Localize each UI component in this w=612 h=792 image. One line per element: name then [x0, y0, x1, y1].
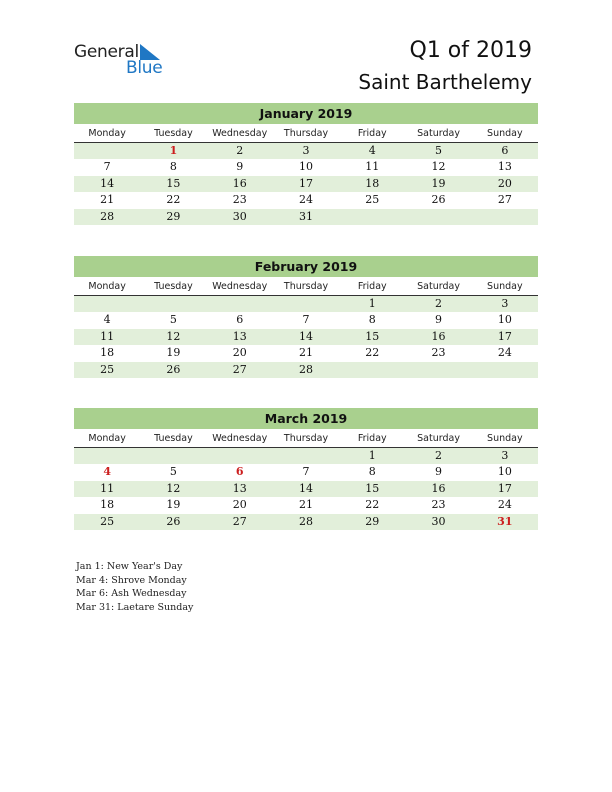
- day-cell: 5: [169, 465, 177, 479]
- day-cell: 23: [232, 193, 247, 207]
- day-cell: 19: [166, 346, 181, 360]
- day-cell: 29: [166, 209, 181, 223]
- day-cell: [207, 448, 273, 464]
- day-cell: 20: [232, 498, 247, 512]
- month-weeks: [74, 296, 538, 378]
- day-cell: 1: [368, 449, 376, 462]
- day-cell: 2: [236, 144, 244, 157]
- day-cell: 4: [368, 144, 376, 157]
- day-cell: 6: [236, 313, 244, 327]
- page-title: Q1 of 2019: [409, 38, 532, 63]
- day-cell: 8: [169, 160, 177, 174]
- day-cell: 16: [431, 481, 446, 495]
- week-row: [74, 514, 538, 530]
- day-cell: 14: [100, 176, 115, 190]
- day-cell: 19: [431, 176, 446, 190]
- day-cell: 18: [365, 176, 380, 190]
- day-cell: 14: [298, 329, 313, 343]
- day-cell: 24: [497, 498, 512, 512]
- day-cell: 28: [298, 362, 313, 376]
- day-cell: 18: [100, 498, 115, 512]
- holiday-list-item: Mar 4: Shrove Monday: [76, 574, 187, 586]
- day-cell: 7: [103, 160, 111, 174]
- day-cell: 19: [166, 498, 181, 512]
- day-cell: 16: [431, 329, 446, 343]
- day-cell: 25: [365, 193, 380, 207]
- holiday-list: [76, 560, 193, 614]
- day-cell: 27: [232, 362, 247, 376]
- month-january: [74, 103, 538, 225]
- day-cell: 11: [365, 160, 380, 174]
- month-header: March 2019: [74, 408, 538, 429]
- day-cell: 13: [232, 329, 247, 343]
- holiday-list-item: Mar 31: Laetare Sunday: [76, 601, 194, 613]
- day-cell: 12: [431, 160, 446, 174]
- weekday-header-row: [74, 278, 538, 296]
- day-cell: 9: [435, 465, 443, 479]
- week-row: [74, 345, 538, 361]
- weekday-label: Wednesday: [212, 433, 268, 444]
- weekday-label: Thursday: [283, 281, 329, 292]
- holiday-list-item: Jan 1: New Year's Day: [76, 561, 183, 572]
- day-cell: 3: [302, 144, 310, 157]
- weekday-label: Tuesday: [154, 128, 193, 139]
- day-cell: 15: [365, 329, 380, 343]
- day-cell: 9: [236, 160, 244, 174]
- day-cell: 9: [435, 313, 443, 327]
- day-cell: 15: [166, 176, 181, 190]
- day-cell: 6: [235, 465, 244, 479]
- day-cell: [74, 143, 140, 159]
- day-cell: 24: [497, 346, 512, 360]
- day-cell: 10: [298, 160, 313, 174]
- weekday-label: Monday: [88, 128, 126, 139]
- day-cell: 20: [232, 346, 247, 360]
- week-row: [74, 464, 538, 480]
- day-cell: 17: [298, 176, 313, 190]
- weekday-label: Saturday: [417, 281, 460, 292]
- day-cell: 11: [100, 329, 115, 343]
- weekday-label: Tuesday: [154, 433, 193, 444]
- day-cell: [339, 209, 405, 225]
- day-cell: [207, 296, 273, 312]
- week-row: [74, 481, 538, 497]
- day-cell: [140, 296, 206, 312]
- day-cell: 22: [365, 498, 380, 512]
- month-march: [74, 408, 538, 530]
- day-cell: 17: [497, 329, 512, 343]
- day-cell: 21: [298, 346, 313, 360]
- day-cell: 3: [501, 449, 509, 462]
- day-cell: 30: [431, 514, 446, 528]
- weekday-label: Sunday: [487, 433, 523, 444]
- month-weeks: [74, 143, 538, 225]
- day-cell: 28: [298, 514, 313, 528]
- day-cell: 1: [368, 297, 376, 310]
- week-row: [74, 296, 538, 312]
- day-cell: 30: [232, 209, 247, 223]
- day-cell: 18: [100, 346, 115, 360]
- day-cell: 24: [298, 193, 313, 207]
- day-cell: 2: [435, 297, 443, 310]
- day-cell: 22: [365, 346, 380, 360]
- brand-logo: [74, 42, 174, 78]
- weekday-label: Sunday: [487, 128, 523, 139]
- day-cell: 29: [365, 514, 380, 528]
- week-row: [74, 159, 538, 175]
- day-cell: 5: [435, 144, 443, 157]
- month-february: [74, 256, 538, 378]
- day-cell: 4: [103, 465, 111, 479]
- weekday-label: Friday: [357, 128, 387, 139]
- week-row: [74, 143, 538, 159]
- weekday-label: Friday: [357, 281, 387, 292]
- day-cell: [74, 296, 140, 312]
- day-cell: 15: [365, 481, 380, 495]
- weekday-label: Monday: [88, 281, 126, 292]
- weekday-label: Saturday: [417, 128, 460, 139]
- day-cell: [405, 209, 471, 225]
- day-cell: 26: [166, 514, 181, 528]
- month-weeks: [74, 448, 538, 530]
- weekday-header-row: [74, 430, 538, 448]
- weekday-header-row: [74, 125, 538, 143]
- day-cell: 25: [100, 514, 115, 528]
- day-cell: 21: [100, 193, 115, 207]
- day-cell: 21: [298, 498, 313, 512]
- week-row: [74, 362, 538, 378]
- brand-general: General: [74, 42, 139, 62]
- month-header: February 2019: [74, 256, 538, 277]
- day-cell: 10: [497, 465, 512, 479]
- day-cell: 3: [501, 297, 509, 310]
- day-cell: 13: [232, 481, 247, 495]
- day-cell: 4: [103, 313, 111, 327]
- day-cell: 23: [431, 498, 446, 512]
- day-cell: 7: [302, 313, 310, 327]
- day-cell: 31: [298, 209, 313, 223]
- day-cell: 17: [497, 481, 512, 495]
- page-subtitle: Saint Barthelemy: [358, 70, 532, 94]
- day-cell: 23: [431, 346, 446, 360]
- weekday-label: Thursday: [283, 128, 329, 139]
- day-cell: 31: [497, 514, 513, 528]
- weekday-label: Saturday: [417, 433, 460, 444]
- day-cell: 1: [169, 144, 178, 157]
- week-row: [74, 497, 538, 513]
- weekday-label: Wednesday: [212, 281, 268, 292]
- weekday-label: Monday: [88, 433, 126, 444]
- day-cell: [273, 448, 339, 464]
- day-cell: 22: [166, 193, 181, 207]
- day-cell: 2: [435, 449, 443, 462]
- week-row: [74, 192, 538, 208]
- day-cell: 12: [166, 481, 181, 495]
- day-cell: [405, 362, 471, 378]
- day-cell: 27: [232, 514, 247, 528]
- weekday-label: Tuesday: [154, 281, 193, 292]
- day-cell: 28: [100, 209, 115, 223]
- day-cell: 25: [100, 362, 115, 376]
- day-cell: [140, 448, 206, 464]
- holiday-list-item: Mar 6: Ash Wednesday: [76, 588, 187, 600]
- week-row: [74, 209, 538, 225]
- day-cell: [74, 448, 140, 464]
- week-row: [74, 176, 538, 192]
- day-cell: [472, 209, 538, 225]
- day-cell: 13: [497, 160, 512, 174]
- week-row: [74, 329, 538, 345]
- day-cell: 26: [166, 362, 181, 376]
- weekday-label: Thursday: [283, 433, 329, 444]
- day-cell: 16: [232, 176, 247, 190]
- month-header: January 2019: [74, 103, 538, 124]
- day-cell: 8: [368, 465, 376, 479]
- day-cell: [273, 296, 339, 312]
- day-cell: 5: [169, 313, 177, 327]
- weekday-label: Friday: [357, 433, 387, 444]
- brand-blue: Blue: [126, 58, 163, 78]
- day-cell: 27: [497, 193, 512, 207]
- day-cell: 26: [431, 193, 446, 207]
- day-cell: 20: [497, 176, 512, 190]
- week-row: [74, 448, 538, 464]
- day-cell: [339, 362, 405, 378]
- day-cell: 6: [501, 144, 509, 157]
- day-cell: 12: [166, 329, 181, 343]
- day-cell: [472, 362, 538, 378]
- weekday-label: Sunday: [487, 281, 523, 292]
- day-cell: 14: [298, 481, 313, 495]
- day-cell: 7: [302, 465, 310, 479]
- day-cell: 8: [368, 313, 376, 327]
- week-row: [74, 312, 538, 328]
- weekday-label: Wednesday: [212, 128, 268, 139]
- day-cell: 10: [497, 313, 512, 327]
- day-cell: 11: [100, 481, 115, 495]
